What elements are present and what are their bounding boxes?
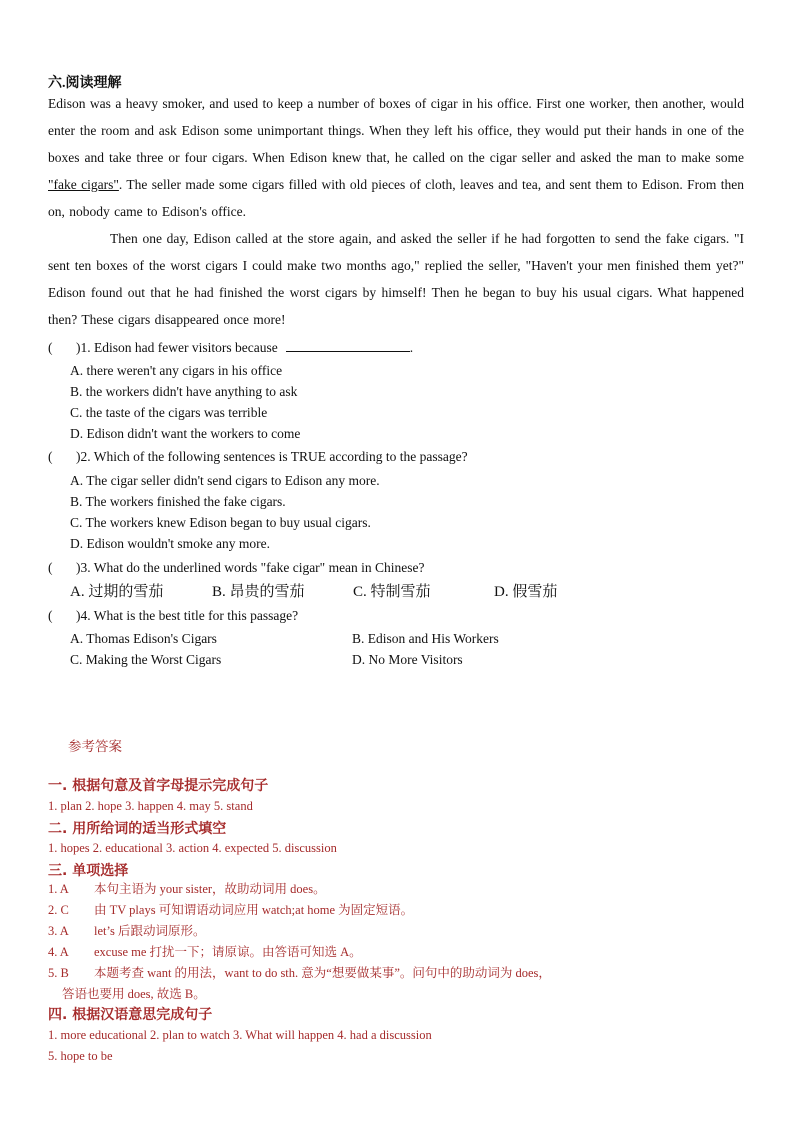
answer-section-4-title: 四. 根据汉语意思完成句子 (48, 1007, 213, 1023)
q2-option-c: C. The workers knew Edison began to buy usual cigars. (70, 515, 371, 530)
question-4: ( )4. What is the best title for this passage? (48, 608, 299, 623)
q1-option-c: C. the taste of the cigars was terrible (70, 405, 268, 420)
answer-item: 2. C 由 TV plays 可知谓语动词应用 watch;at home 为固定短语。 (48, 903, 414, 917)
q2-option-d: D. Edison wouldn't smoke any more. (70, 536, 271, 551)
q3-option-a: A. 过期的雪茄 (70, 584, 164, 600)
question-3: ( )3. What do the underlined words "fake cigar" mean in Chinese? (48, 560, 425, 575)
answer-section-2-line: 1. hopes 2. educational 3. action 4. expected 5. discussion (48, 841, 337, 855)
answer-item: 5. B 本题考查 want 的用法，want to do sth. 意为“想要做某事”。问句中的助动词为 does， (48, 966, 551, 980)
passage-paragraph-1: Edison was a heavy smoker, and used to keep a number of boxes of cigar in his office. First one worker, then another, would enter the room and ask Edison some unimportant things. When they left his office, they would put their hands in one of the boxes and take three or four cigars. When Edison knew that, he called on the cigar seller and asked the man to make some "fake cigars". The seller made some cigars filled with old pieces of cloth, leaves and tea, and sent them to Edison. From then on, nobody came to Edison's office. (48, 96, 744, 219)
underlined-phrase: "fake cigars" (48, 177, 119, 192)
answer-blank (286, 339, 410, 352)
answer-item: 4. A excuse me 打扰一下；请原谅。由答语可知选 A。 (48, 945, 362, 959)
q3-option-d: D. 假雪茄 (494, 584, 558, 600)
q3-option-c: C. 特制雪茄 (353, 584, 431, 600)
question-1: ( )1. Edison had fewer visitors because . (48, 340, 414, 355)
q3-options (70, 582, 590, 602)
q4-option-d: D. No More Visitors (352, 652, 463, 667)
q2-option-b: B. The workers finished the fake cigars. (70, 494, 286, 509)
q4-option-c: C. Making the Worst Cigars (70, 652, 222, 667)
q4-option-b: B. Edison and His Workers (352, 631, 499, 646)
answer-section-4-line-1: 1. more educational 2. plan to watch 3. What will happen 4. had a discussion (48, 1028, 432, 1042)
q2-option-a: A. The cigar seller didn't send cigars to Edison any more. (70, 473, 380, 488)
q4-option-a: A. Thomas Edison's Cigars (70, 631, 217, 646)
q1-option-b: B. the workers didn't have anything to ask (70, 384, 298, 399)
answer-section-2-title: 二. 用所给词的适当形式填空 (48, 821, 227, 837)
answers-heading: 参考答案 (68, 739, 122, 754)
q1-option-d: D. Edison didn't want the workers to come (70, 426, 301, 441)
q3-option-b: B. 昂贵的雪茄 (212, 584, 305, 600)
answer-item: 1. A 本句主语为 your sister，故助动词用 does。 (48, 882, 326, 896)
answer-section-4-line-2: 5. hope to be (48, 1049, 113, 1063)
answer-section-1-title: 一. 根据句意及首字母提示完成句子 (48, 778, 269, 794)
answer-item-continuation: 答语也要用 does, 故选 B。 (62, 987, 206, 1001)
q1-option-a: A. there weren't any cigars in his office (70, 363, 283, 378)
answer-section-1-line: 1. plan 2. hope 3. happen 4. may 5. stand (48, 799, 253, 813)
answer-item: 3. A let’s 后跟动词原形。 (48, 924, 206, 938)
passage-paragraph-2: Then one day, Edison called at the store again, and asked the seller if he had forgotten to send the fake cigars. "I sent ten boxes of the worst cigars I could make two months ago," replied the seller, "Haven't your men finished them yet?" Edison found out that he had finished the worst cigars by himself! Then he began to buy his usual cigars. What happened then? These cigars disappeared once more! (48, 231, 744, 327)
section-title: 六.阅读理解 (48, 76, 122, 91)
question-2: ( )2. Which of the following sentences is TRUE according to the passage? (48, 449, 468, 464)
answer-section-3-title: 三. 单项选择 (48, 863, 129, 879)
